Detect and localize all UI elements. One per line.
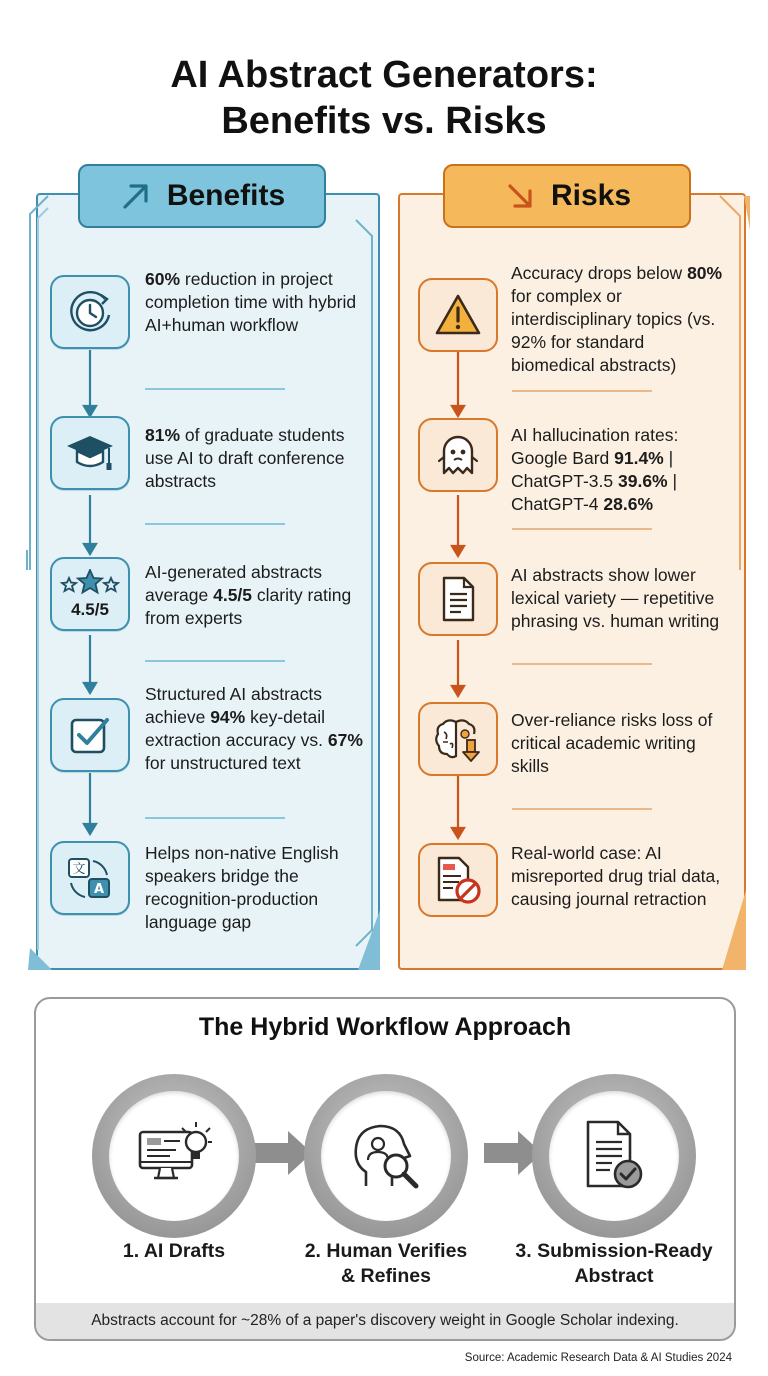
divider: [512, 390, 652, 392]
risk-item-text: Accuracy drops below 80% for complex or interdisciplinary topics (vs. 92% for standard biomedical abstracts): [511, 263, 723, 375]
document-blocked-icon: [418, 843, 498, 917]
computer-lightbulb-icon: [132, 1114, 216, 1198]
head-magnifier-icon: [344, 1114, 428, 1198]
benefits-decor-left: [22, 190, 52, 980]
svg-text:文: 文: [72, 862, 86, 877]
benefit-item-text: 81% of graduate students use AI to draft conference abstracts: [145, 425, 345, 491]
benefit-item-text: Helps non-native English speakers bridge the recognition-production language gap: [145, 843, 339, 932]
arrow-up-right-icon: [119, 179, 153, 213]
stars-rating-icon: [50, 557, 130, 631]
workflow-step-1: [92, 1074, 256, 1238]
risk-item-text: AI hallucination rates: Google Bard 91.4% | ChatGPT-3.5 39.6% | ChatGPT-4 28.6%: [511, 425, 679, 514]
workflow-step-2-label: 2. Human Verifies & Refines: [304, 1240, 468, 1287]
title-line-1: AI Abstract Generators:: [170, 54, 598, 96]
translate-globe-icon: [50, 841, 130, 915]
benefits-header: [78, 164, 326, 228]
page-title: [0, 52, 768, 144]
divider: [145, 523, 285, 525]
arrow-down-right-icon: [503, 179, 537, 213]
benefit-item-text: Structured AI abstracts achieve 94% key-detail extraction accuracy vs. 67% for unstructured text: [145, 684, 363, 773]
workflow-step-3: [532, 1074, 696, 1238]
workflow-section: [34, 997, 736, 1341]
workflow-title: The Hybrid Workflow Approach: [198, 1013, 572, 1041]
workflow-step-1-label: 1. AI Drafts: [122, 1240, 226, 1262]
risk-item-text: Over-reliance risks loss of critical academic writing skills: [511, 710, 713, 776]
divider: [145, 388, 285, 390]
svg-text:A: A: [93, 882, 105, 897]
title-line-2: Benefits vs. Risks: [221, 100, 547, 142]
divider: [512, 663, 652, 665]
ghost-icon: [418, 418, 498, 492]
graduation-cap-icon: [50, 416, 130, 490]
source-note: Source: Academic Research Data & AI Studies 2024: [464, 1352, 732, 1364]
divider: [145, 817, 285, 819]
workflow-footnote: Abstracts account for ~28% of a paper's discovery weight in Google Scholar indexing.: [36, 1303, 734, 1339]
divider: [512, 528, 652, 530]
rating-value: 4.5/5: [71, 599, 109, 619]
benefits-header-label: Benefits: [166, 179, 286, 212]
warning-icon: [418, 278, 498, 352]
risk-item-text: AI abstracts show lower lexical variety — repetitive phrasing vs. human writing: [511, 565, 720, 631]
benefit-item-text: AI-generated abstracts average 4.5/5 clarity rating from experts: [145, 562, 352, 628]
divider: [512, 808, 652, 810]
document-check-icon: [572, 1114, 656, 1198]
clock-cycle-icon: [50, 275, 130, 349]
divider: [145, 660, 285, 662]
workflow-step-3-label: 3. Submission-Ready Abstract: [515, 1240, 713, 1287]
brain-decline-icon: [418, 702, 498, 776]
risk-item-text: Real-world case: AI misreported drug trial data, causing journal retraction: [511, 843, 721, 909]
document-icon: [418, 562, 498, 636]
benefit-item-text: 60% reduction in project completion time with hybrid AI+human workflow: [145, 269, 357, 335]
checkbox-icon: [50, 698, 130, 772]
risks-header: [443, 164, 691, 228]
risks-header-label: Risks: [550, 179, 632, 212]
workflow-step-2: [304, 1074, 468, 1238]
